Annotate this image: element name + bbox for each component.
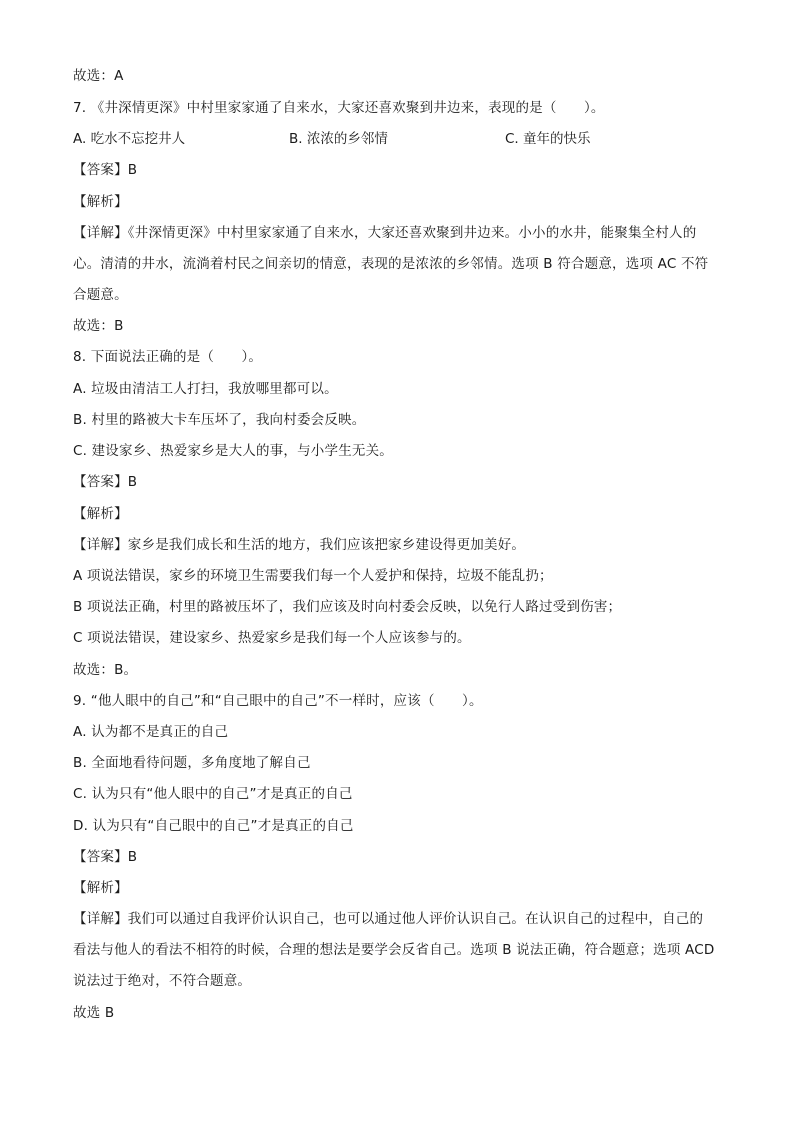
question-8-option-a: A. 垃圾由清洁工人打扫，我放哪里都可以。 — [73, 381, 338, 397]
question-9-analysis: 【解析】 — [73, 880, 128, 896]
question-7-stem: 7. 《井深情更深》中村里家家通了自来水，大家还喜欢聚到井边来，表现的是（ ）。 — [73, 100, 605, 116]
question-7-option-b: B. 浓浓的乡邻情 — [289, 131, 388, 147]
question-9-stem: 9. “他人眼中的自己”和“自己眼中的自己”不一样时，应该（ ）。 — [73, 693, 483, 709]
question-7-answer: 【答案】B — [73, 162, 138, 178]
question-7-detail-line-2: 心。清清的井水，流淌着村民之间亲切的情意，表现的是浓浓的乡邻情。选项 B 符合题意，选项 AC 不符 — [73, 256, 709, 272]
question-9-detail-line-2: 看法与他人的看法不相符的时候，合理的想法是要学会反省自己。选项 B 说法正确，符合题意；选项 ACD — [73, 942, 715, 958]
question-7-analysis: 【解析】 — [73, 194, 128, 210]
question-9-detail-line-3: 说法过于绝对，不符合题意。 — [73, 973, 252, 989]
question-7-option-c: C. 童年的快乐 — [505, 131, 591, 147]
question-9-option-b: B. 全面地看待问题，多角度地了解自己 — [73, 755, 311, 771]
question-8-option-c: C. 建设家乡、热爱家乡是大人的事，与小学生无关。 — [73, 443, 394, 459]
question-8-detail-line-1: 【详解】家乡是我们成长和生活的地方，我们应该把家乡建设得更加美好。 — [73, 537, 526, 553]
question-9-choice: 故选 B — [73, 1005, 115, 1021]
question-9-option-d: D. 认为只有“自己眼中的自己”才是真正的自己 — [73, 818, 354, 834]
question-8-stem: 8. 下面说法正确的是（ ）。 — [73, 349, 263, 365]
prev-answer-choice: 故选：A — [73, 68, 124, 84]
question-9-option-a: A. 认为都不是真正的自己 — [73, 724, 229, 740]
question-8-analysis: 【解析】 — [73, 506, 128, 522]
question-9-answer: 【答案】B — [73, 849, 138, 865]
question-8-answer: 【答案】B — [73, 474, 138, 490]
question-8-detail-line-4: C 项说法错误，建设家乡、热爱家乡是我们每一个人应该参与的。 — [73, 630, 471, 646]
question-7-detail-line-1: 【详解】《井深情更深》中村里家家通了自来水，大家还喜欢聚到井边来。小小的水井，能聚集全村人的 — [73, 225, 697, 241]
question-9-option-c: C. 认为只有“他人眼中的自己”才是真正的自己 — [73, 786, 353, 802]
question-7-detail-line-3: 合题意。 — [73, 287, 128, 303]
question-9-detail-line-1: 【详解】我们可以通过自我评价认识自己，也可以通过他人评价认识自己。在认识自己的过程中，自己的 — [73, 911, 704, 927]
question-8-option-b: B. 村里的路被大卡车压坏了，我向村委会反映。 — [73, 412, 366, 428]
question-8-detail-line-3: B 项说法正确，村里的路被压坏了，我们应该及时向村委会反映，以免行人路过受到伤害； — [73, 599, 622, 615]
question-7-choice: 故选：B — [73, 318, 124, 334]
question-8-choice: 故选：B。 — [73, 662, 138, 678]
question-8-detail-line-2: A 项说法错误，家乡的环境卫生需要我们每一个人爱护和保持，垃圾不能乱扔； — [73, 568, 553, 584]
question-7-option-a: A. 吃水不忘挖井人 — [73, 131, 186, 147]
